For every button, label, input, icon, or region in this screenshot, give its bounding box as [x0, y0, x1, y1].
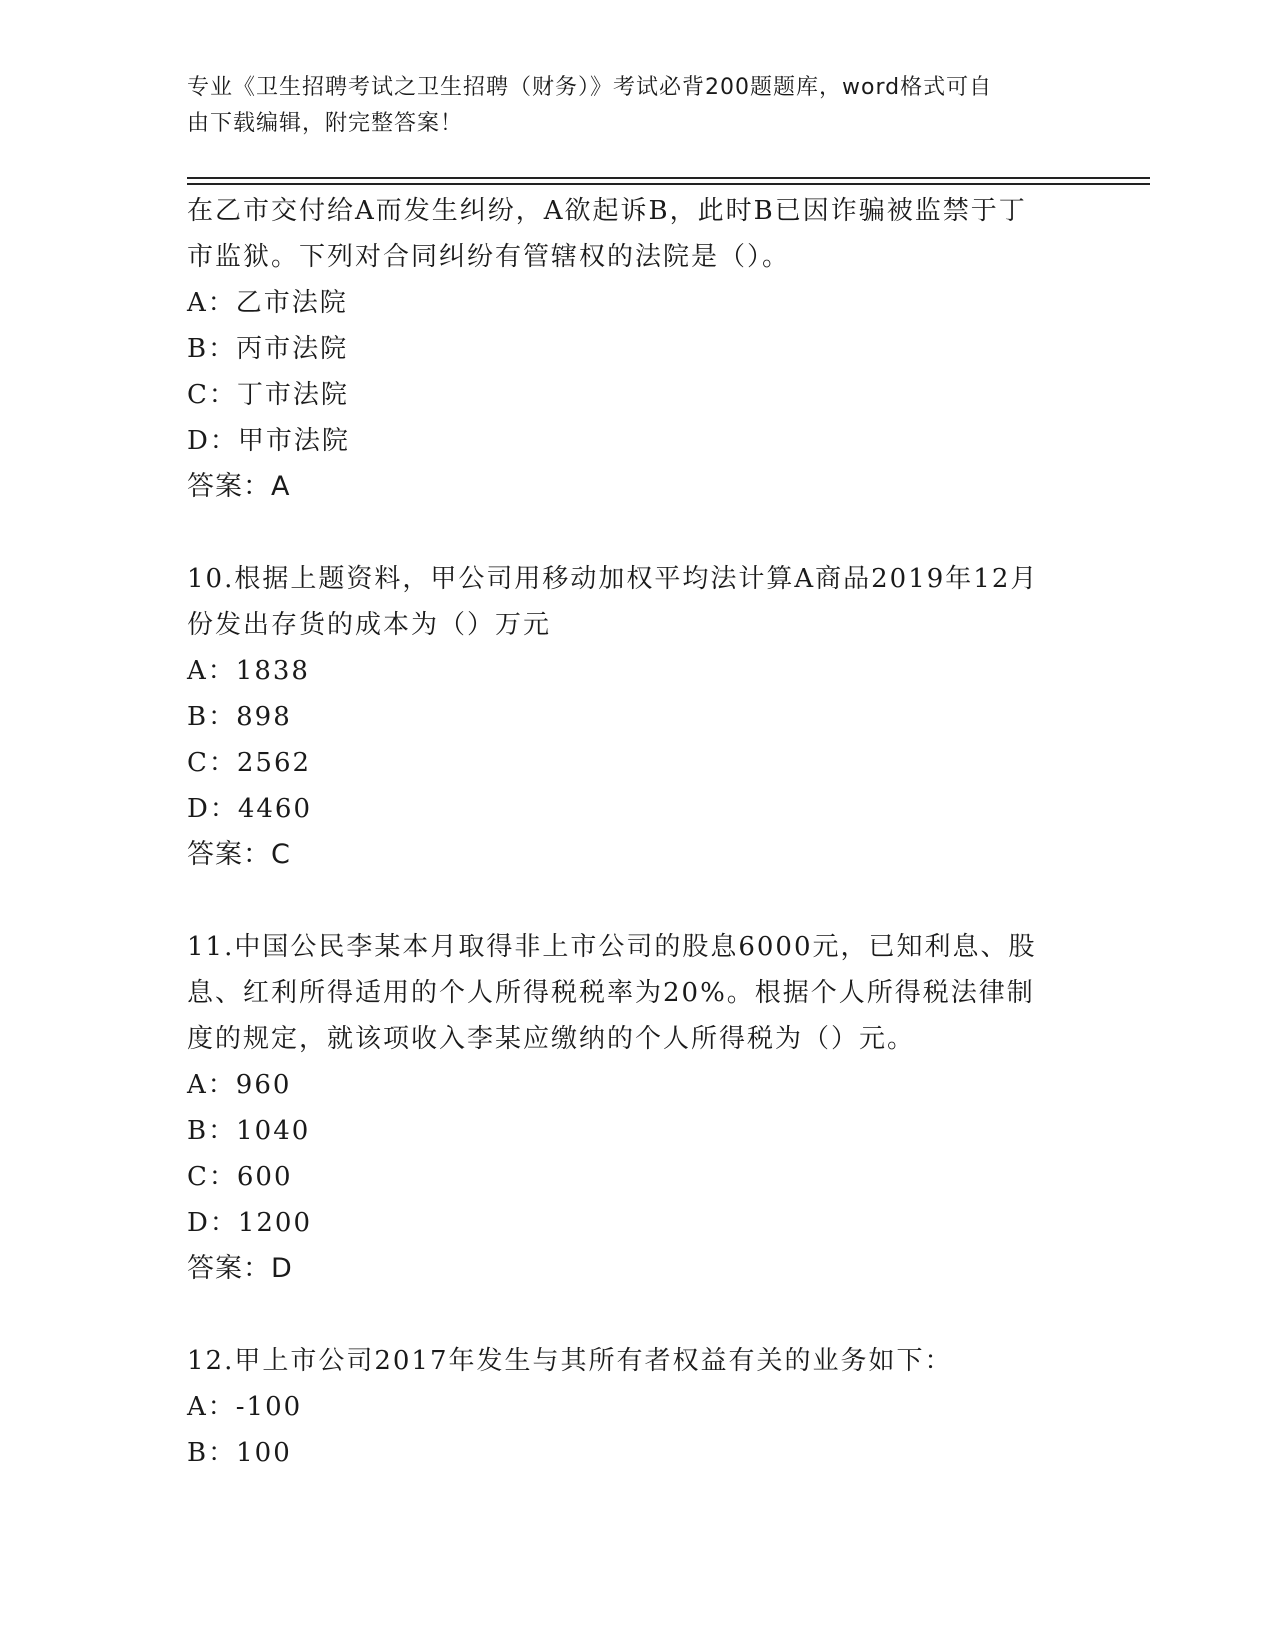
answer-line: 答案：A: [187, 471, 291, 502]
question-text-line: 在乙市交付给A而发生纠纷，A欲起诉B，此时B已因诈骗被监禁于丁: [187, 196, 1027, 226]
answer-line: 答案：D: [187, 1253, 293, 1284]
question-list: [187, 188, 1087, 1476]
question-block: [187, 188, 1087, 510]
option-d: D：甲市法院: [187, 426, 350, 456]
answer-line: 答案：C: [187, 839, 291, 870]
question-text-line: 12.甲上市公司2017年发生与其所有者权益有关的业务如下：: [187, 1346, 953, 1376]
spacer: [187, 1292, 1087, 1338]
spacer: [187, 510, 1087, 556]
option-d: D：4460: [187, 794, 313, 824]
question-block: [187, 924, 1087, 1292]
option-a: A：1838: [187, 656, 310, 686]
option-d: D：1200: [187, 1208, 313, 1238]
question-text-line: 市监狱。下列对合同纠纷有管辖权的法院是（）。: [187, 242, 791, 272]
question-block: [187, 556, 1087, 878]
header-line-1: 专业《卫生招聘考试之卫生招聘（财务）》考试必背200题题库，word格式可自: [187, 75, 993, 100]
question-text-line: 份发出存货的成本为（）万元: [187, 610, 552, 640]
question-text-line: 10.根据上题资料，甲公司用移动加权平均法计算A商品2019年12月: [187, 564, 1039, 594]
option-a: A：-100: [187, 1392, 303, 1422]
option-b: B：100: [187, 1438, 292, 1468]
document-header: [187, 70, 1087, 142]
option-c: C：丁市法院: [187, 380, 349, 410]
header-divider-top: [187, 177, 1150, 179]
question-text-line: 度的规定，就该项收入李某应缴纳的个人所得税为（）元。: [187, 1024, 916, 1054]
header-line-2: 由下载编辑，附完整答案！: [187, 111, 464, 136]
question-block: [187, 1338, 1087, 1476]
option-a: A：960: [187, 1070, 292, 1100]
option-c: C：600: [187, 1162, 293, 1192]
option-b: B：898: [187, 702, 292, 732]
option-b: B：1040: [187, 1116, 311, 1146]
question-text-line: 11.中国公民李某本月取得非上市公司的股息6000元，已知利息、股: [187, 932, 1037, 962]
header-divider-bottom: [187, 183, 1150, 185]
option-c: C：2562: [187, 748, 312, 778]
option-b: B：丙市法院: [187, 334, 349, 364]
spacer: [187, 878, 1087, 924]
option-a: A：乙市法院: [187, 288, 348, 318]
question-text-line: 息、红利所得适用的个人所得税税率为20%。根据个人所得税法律制: [187, 978, 1035, 1008]
